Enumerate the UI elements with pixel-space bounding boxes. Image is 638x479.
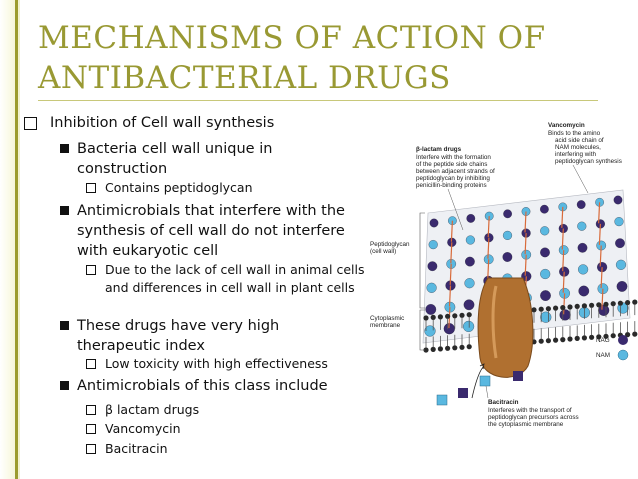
nam-legend-label: NAM <box>596 352 610 359</box>
lipid-head <box>596 302 601 307</box>
lipid-head <box>611 333 616 338</box>
bullet-l3 <box>86 179 346 197</box>
bullet-text: Bacitracin <box>105 441 168 456</box>
nag-precursor <box>513 371 523 381</box>
lipid-head <box>467 312 472 317</box>
lipid-head <box>582 303 587 308</box>
lipid-head <box>539 339 544 344</box>
nag-bead <box>560 310 571 321</box>
nag-precursor <box>458 388 468 398</box>
nag-bead <box>540 248 549 257</box>
transport-protein <box>478 278 533 377</box>
nam-bead <box>578 265 588 275</box>
vancomycin-desc-4: interfering with <box>555 151 596 158</box>
lipid-head <box>431 315 436 320</box>
bullet-text: Antimicrobials that interfere with the synthesis of cell wall do not interfere with eukaryotic cell <box>77 203 345 259</box>
lipid-head <box>546 306 551 311</box>
lipid-head <box>459 345 464 350</box>
hollow-square-bullet-icon <box>86 424 96 434</box>
nag-bead <box>465 257 474 266</box>
hollow-square-bullet-icon <box>86 265 96 275</box>
lipid-head <box>467 344 472 349</box>
bullet-l2 <box>58 376 368 396</box>
lipid-head <box>546 338 551 343</box>
nam-precursor <box>480 376 490 386</box>
peptidoglycan-label-2: (cell wall) <box>370 248 397 255</box>
peptidoglycan-label-1: Peptidoglycan <box>370 241 410 248</box>
vancomycin-desc-5: peptidoglycan synthesis <box>555 158 622 165</box>
hollow-square-bullet-icon <box>86 359 96 369</box>
bullet-l1 <box>24 113 354 133</box>
vancomycin-title: Vancomycin <box>548 122 585 129</box>
bullet-text: β lactam drugs <box>105 402 200 417</box>
nag-bead <box>426 304 436 314</box>
solid-square-bullet-icon <box>60 206 69 215</box>
bullet-l2 <box>58 201 353 261</box>
nam-precursor <box>437 395 447 405</box>
nam-bead <box>540 312 551 323</box>
nag-bead <box>540 290 550 300</box>
lipid-head <box>459 313 464 318</box>
bullet-l2 <box>58 316 328 356</box>
solid-square-bullet-icon <box>60 321 69 330</box>
nam-bead <box>503 231 512 240</box>
hollow-square-bullet-icon <box>86 405 96 415</box>
cytoplasmic-label-2: membrane <box>370 322 401 329</box>
bacitracin-desc-2: peptidoglycan precursors across <box>488 414 579 421</box>
nag-bead <box>578 243 587 252</box>
lipid-head <box>632 332 637 337</box>
nag-bead <box>503 210 511 218</box>
vancomycin-desc-2: acid side chain of <box>555 137 604 144</box>
nag-bead <box>467 214 475 222</box>
nam-bead <box>427 283 437 293</box>
bullet-text: Low toxicity with high effectiveness <box>105 356 328 371</box>
lipid-head <box>553 338 558 343</box>
lipid-head <box>611 301 616 306</box>
lipid-head <box>632 300 637 305</box>
bullet-l3 <box>86 440 346 458</box>
nag-legend-swatch <box>618 335 628 345</box>
nam-bead <box>463 321 474 332</box>
bacitracin-title: Bacitracin <box>488 399 519 406</box>
lipid-head <box>423 315 428 320</box>
lipid-head <box>431 347 436 352</box>
bullet-text: Bacteria cell wall unique in construction <box>77 141 273 177</box>
lipid-head <box>582 335 587 340</box>
nam-bead <box>615 217 624 226</box>
nam-bead <box>616 260 626 270</box>
lipid-head <box>567 304 572 309</box>
bacitracin-desc-1: Interferes with the transport of <box>488 407 572 414</box>
vancomycin-pointer <box>573 165 588 193</box>
lipid-head <box>603 302 608 307</box>
nag-bead <box>430 219 438 227</box>
hollow-square-bullet-icon <box>24 117 37 130</box>
cell-wall-diagram <box>368 118 638 438</box>
beta-lactam-desc-3: between adjacent strands of <box>416 168 495 175</box>
nam-bead <box>429 240 438 249</box>
cell-wall-diagram-svg <box>368 118 638 438</box>
lipid-head <box>625 300 630 305</box>
bullet-l3 <box>86 401 346 419</box>
nag-bead <box>540 205 548 213</box>
bacitracin-desc-3: the cytoplasmic membrane <box>488 421 564 428</box>
bullet-text: These drugs have very high therapeutic index <box>77 318 280 354</box>
solid-square-bullet-icon <box>60 381 69 390</box>
nam-bead <box>577 222 586 231</box>
bullet-text: Antimicrobials of this class include <box>77 378 328 394</box>
title-line-2: ANTIBACTERIAL DRUGS <box>38 60 451 96</box>
lipid-head <box>560 337 565 342</box>
lipid-head <box>553 306 558 311</box>
lipid-head <box>445 346 450 351</box>
nag-bead <box>464 300 474 310</box>
beta-lactam-desc-2: of the peptide side chains <box>416 161 488 168</box>
lipid-head <box>575 304 580 309</box>
peptidoglycan-bracket <box>420 213 425 308</box>
title-line-1: MECHANISMS OF ACTION OF <box>38 20 546 56</box>
lipid-head <box>445 314 450 319</box>
beta-lactam-desc-4: peptidoglycan by inhibiting <box>416 175 490 182</box>
beta-lactam-desc-1: Interfere with the formation <box>416 154 491 161</box>
nam-bead <box>540 269 550 279</box>
lipid-head <box>618 301 623 306</box>
beta-lactam-desc-5: penicillin-binding proteins <box>416 182 487 189</box>
vancomycin-desc-1: Binds to the amino <box>548 130 601 137</box>
bullet-text: Due to the lack of cell wall in animal cells and differences in cell wall in plant cells <box>105 262 365 295</box>
nag-bead <box>428 262 437 271</box>
lipid-head <box>452 313 457 318</box>
bullet-l3 <box>86 420 346 438</box>
lipid-head <box>438 314 443 319</box>
nam-bead <box>465 278 475 288</box>
nam-bead <box>466 236 475 245</box>
beta-lactam-title: β-lactam drugs <box>416 146 462 153</box>
bullet-l3 <box>86 261 371 297</box>
cytoplasmic-label-1: Cytoplasmic <box>370 315 405 322</box>
lipid-head <box>567 336 572 341</box>
lipid-head <box>531 307 536 312</box>
bullet-l2 <box>58 139 308 179</box>
nam-bead <box>540 226 549 235</box>
nam-legend-swatch <box>618 350 628 360</box>
lipid-head <box>452 345 457 350</box>
solid-square-bullet-icon <box>60 144 69 153</box>
vancomycin-desc-3: NAM molecules, <box>555 144 601 151</box>
hollow-square-bullet-icon <box>86 183 96 193</box>
lipid-head <box>438 346 443 351</box>
bullet-text: Inhibition of Cell wall synthesis <box>50 115 275 131</box>
nag-legend-label: NAG <box>596 337 610 344</box>
bullet-l3 <box>86 355 371 373</box>
nag-bead <box>579 286 589 296</box>
nag-bead <box>614 196 622 204</box>
nag-bead <box>503 252 512 261</box>
bacitracin-pointer <box>486 386 488 398</box>
nag-bead <box>577 200 585 208</box>
nag-bead <box>617 281 627 291</box>
lipid-head <box>539 307 544 312</box>
lipid-head <box>589 335 594 340</box>
nag-bead <box>615 239 624 248</box>
lipid-head <box>560 305 565 310</box>
lipid-head <box>575 336 580 341</box>
hollow-square-bullet-icon <box>86 444 96 454</box>
bullet-text: Vancomycin <box>105 421 181 436</box>
bullet-text: Contains peptidoglycan <box>105 180 253 195</box>
lipid-head <box>589 303 594 308</box>
